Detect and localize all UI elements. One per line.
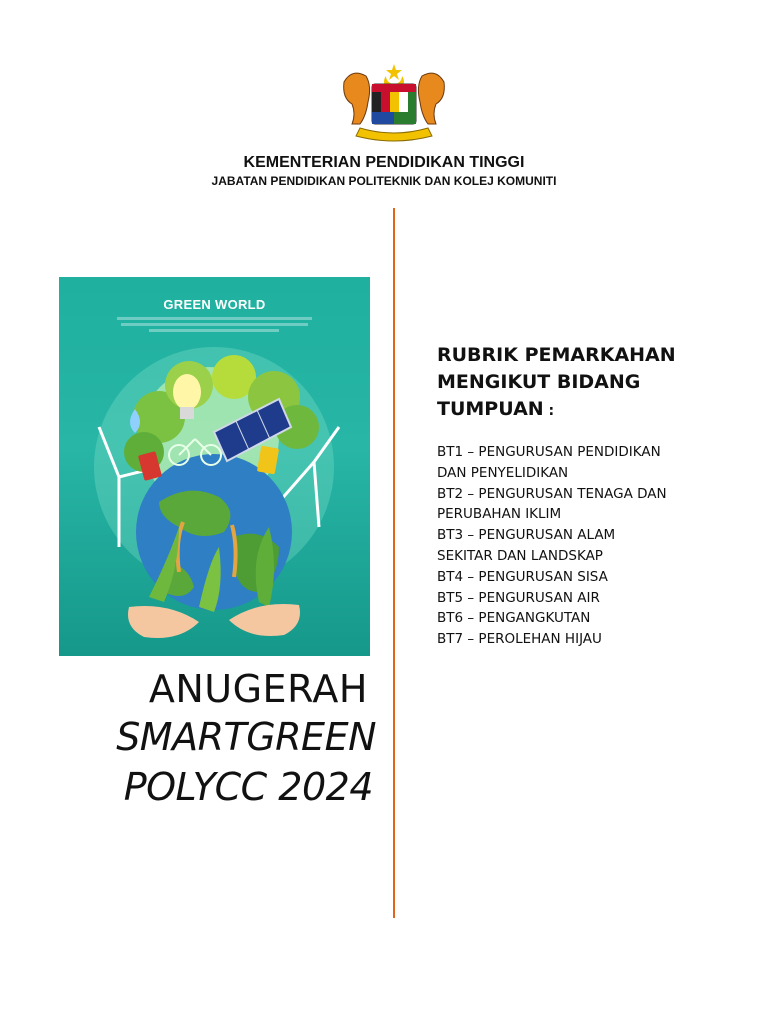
- focus-area-line: SEKITAR DAN LANDSKAP: [437, 547, 603, 564]
- green-world-poster: [59, 277, 370, 656]
- focus-area-line: BT4 – PENGURUSAN SISA: [437, 568, 608, 585]
- department-name: JABATAN PENDIDIKAN POLITEKNIK DAN KOLEJ KOMUNITI: [211, 174, 557, 188]
- rubric-heading-line-2: MENGIKUT BIDANG: [437, 371, 641, 393]
- malaysia-coat-of-arms-icon: [334, 62, 454, 142]
- poster-title: GREEN WORLD: [163, 297, 266, 312]
- rubric-heading-line-3: [437, 396, 727, 425]
- earth-green-energy-hands-icon: [59, 277, 370, 656]
- rubric-heading-line-1: RUBRIK PEMARKAHAN: [437, 344, 676, 366]
- focus-area-line: BT5 – PENGURUSAN AIR: [437, 589, 600, 606]
- award-line-anugerah: ANUGERAH: [148, 667, 368, 711]
- focus-area-line: BT7 – PEROLEHAN HIJAU: [437, 631, 602, 648]
- rubric-heading-tumpuan: TUMPUAN: [437, 398, 544, 420]
- focus-area-line: PERUBAHAN IKLIM: [437, 506, 562, 523]
- vertical-divider: [393, 208, 395, 918]
- focus-area-list: [437, 442, 737, 650]
- focus-area-line: BT1 – PENGURUSAN PENDIDIKAN: [437, 444, 661, 460]
- award-line-smartgreen: SMARTGREEN: [116, 715, 376, 759]
- rubric-heading: [437, 342, 727, 425]
- focus-area-line: BT2 – PENGURUSAN TENAGA DAN: [437, 485, 667, 502]
- rubric-heading-colon: :: [543, 403, 555, 419]
- focus-area-line: DAN PENYELIDIKAN: [437, 464, 569, 481]
- focus-area-line: BT6 – PENGANGKUTAN: [437, 610, 591, 627]
- award-line-polycc: POLYCC 2024: [123, 765, 373, 809]
- ministry-name: KEMENTERIAN PENDIDIKAN TINGGI: [243, 154, 525, 171]
- focus-area-line: BT3 – PENGURUSAN ALAM: [437, 527, 616, 544]
